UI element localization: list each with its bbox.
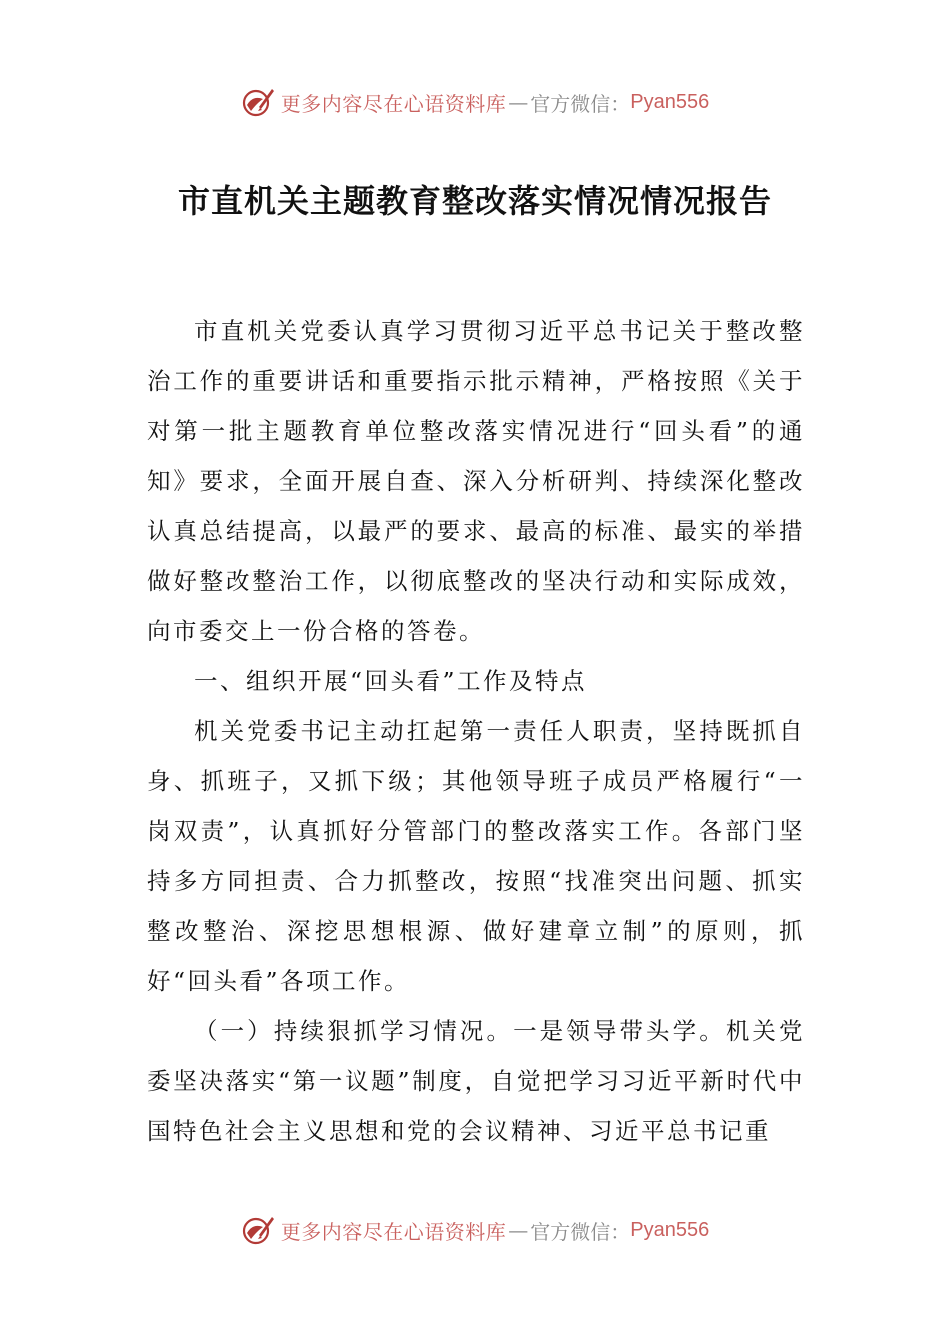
pen-seal-icon (241, 85, 275, 119)
document-body (147, 306, 805, 1156)
watermark-footer (0, 1210, 950, 1250)
watermark-header (0, 82, 950, 122)
watermark-text: 更多内容尽在心语资料库 (280, 1219, 507, 1244)
watermark-id: Pyan556 (630, 1218, 710, 1241)
watermark-id: Pyan556 (630, 90, 710, 113)
pen-seal-icon (241, 1213, 275, 1247)
watermark-text: 更多内容尽在心语资料库 (280, 91, 507, 116)
section-heading: 一、组织开展“回头看”工作及特点 (194, 667, 588, 695)
watermark-official-label: 官方微信： (530, 1219, 631, 1244)
document-title: 市直机关主题教育整改落实情况情况报告 (177, 182, 772, 220)
paragraph-study: （一）持续狠抓学习情况。一是领导带头学。机关党委坚决落实“第一议题”制度，自觉把学习习近平新时代中国特色社会主义思想和党的会议精神、习近平总书记重 (147, 1017, 805, 1145)
paragraph-intro: 市直机关党委认真学习贯彻习近平总书记关于整改整治工作的重要讲话和重要指示批示精神，严格按照《关于对第一批主题教育单位整改落实情况进行“回头看”的通知》要求，全面开展自查、深入分析研判、持续深化整改认真总结提高，以最严的要求、最高的标准、最实的举措做好整改整治工作，以彻底整改的坚决行动和实际成效，向市委交上一份合格的答卷。 (147, 317, 805, 645)
watermark-official-label: 官方微信： (530, 91, 631, 116)
watermark-separator: — (508, 90, 529, 114)
watermark-separator: — (508, 1218, 529, 1242)
paragraph-organization: 机关党委书记主动扛起第一责任人职责，坚持既抓自身、抓班子，又抓下级；其他领导班子成员严格履行“一岗双责”，认真抓好分管部门的整改落实工作。各部门坚持多方同担责、合力抓整改，按照“找准突出问题、抓实整改整治、深挖思想根源、做好建章立制”的原则，抓好“回头看”各项工作。 (147, 717, 805, 995)
